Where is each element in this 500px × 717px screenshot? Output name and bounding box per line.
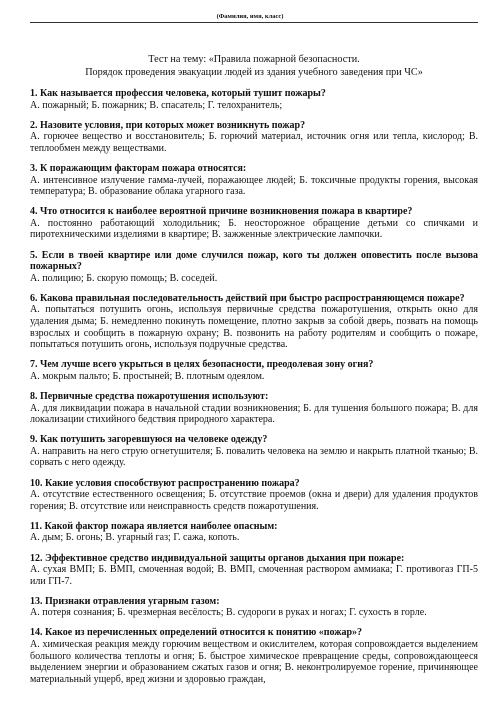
question-5 (30, 250, 478, 285)
question-answers: А. полицию; Б. скорую помощь; В. соседей. (30, 272, 218, 284)
question-8 (30, 391, 478, 426)
name-caption: (Фамилия, имя, класс) (216, 13, 284, 20)
question-title: 11. Какой фактор пожара является наиболее опасным: (30, 520, 278, 532)
question-2 (30, 120, 478, 155)
question-answers: А. для ликвидации пожара в начальной стадии возникновения; Б. для тушения большого пожара; В. для локализации стихийного бедствия природного характера. (30, 402, 478, 426)
question-answers: А. потеря сознания; Б. чрезмерная весёлость; В. судороги в руках и ногах; Г. сухость в горле. (30, 607, 427, 619)
question-13 (30, 596, 478, 619)
question-title: 10. Какие условия способствуют распространению пожара? (30, 477, 300, 489)
question-title: 1. Как называется профессия человека, который тушит пожары? (30, 88, 326, 99)
question-title: 12. Эффективное средство индивидуальной защиты органов дыхания при пожаре: (30, 552, 405, 564)
question-answers: А. химическая реакция между горючим веществом и окислителем, которая сопровождается выделением большого количества теплоты и огня; Б. быстрое химическое превращение среды, сопровождающееся выделением энергии и образованием сжатых газов и огня; В. неконтролируемое горение, причиняющее материальный ущерб, вред жизни и здоровью граждан, (30, 639, 478, 685)
question-4 (30, 206, 478, 241)
test-title (30, 54, 478, 79)
question-answers: А. сухая ВМП; Б. ВМП, смоченная водой; В. ВМП, смоченная раствором аммиака; Г. противогаз ГП-5 или ГП-7. (30, 564, 478, 587)
question-title: 8. Первичные средства пожаротушения используют: (30, 390, 269, 402)
question-title: 3. К поражающим факторам пожара относятся: (30, 162, 247, 174)
question-14 (30, 627, 478, 685)
question-title: 2. Назовите условия, при которых может возникнуть пожар? (30, 119, 306, 131)
question-answers: А. интенсивное излучение гамма-лучей, поражающее людей; Б. токсичные продукты горения, высокая температура; В. образование облака угарного газа. (30, 174, 478, 198)
question-12 (30, 553, 478, 588)
question-10 (30, 478, 478, 513)
question-answers: А. отсутствие естественного освещения; Б. отсутствие проемов (окна и двери) для удаления продуктов горения; В. отсутствие или неисправность средств пожаротушения. (30, 489, 478, 512)
question-1 (30, 88, 478, 111)
question-answers: А. направить на него струю огнетушителя; Б. повалить человека на землю и накрыть платной тканью; В. сорвать с него одежду. (30, 445, 478, 469)
questions-list (30, 88, 478, 694)
question-6 (30, 293, 478, 351)
question-title: 4. Что относится к наиболее вероятной причине возникновения пожара в квартире? (30, 206, 413, 218)
question-11 (30, 521, 478, 544)
title-line-1: Тест на тему: «Правила пожарной безопасности. (148, 54, 360, 65)
question-answers: А. пожарный; Б. пожарник; В. спасатель; Г. телохранитель; (30, 99, 283, 111)
question-title: 7. Чем лучше всего укрыться в целях безопасности, преодолевая зону огня? (30, 359, 374, 371)
question-title: 9. Как потушить загоревшуюся на человеке одежду? (30, 434, 268, 446)
question-title: 14. Какое из перечисленных определений относится к понятию «пожар»? (30, 627, 363, 639)
question-answers: А. постоянно работающий холодильник; Б. неосторожное обращение детьми со спичками и пиротехническими изделиями в квартире; В. зажженные электрические лампочки. (30, 217, 478, 241)
question-answers: А. попытаться потушить огонь, используя первичные средства пожаротушения, открыть окно для удаления дыма; Б. немедленно покинуть помещение, плотно закрыв за собой дверь, позвать на помощь взрослых и сообщить в пожарную охрану; В. позвонить на работу родителям и сообщить о пожаре, попытаться потушить огонь, используя подручные средства. (30, 304, 478, 351)
question-9 (30, 434, 478, 469)
title-line-2: Порядок проведения эвакуации людей из здания учебного заведения при ЧС» (85, 66, 423, 78)
question-answers: А. горючее вещество и восстановитель; Б. горючий материал, источник огня или тепла, кислород; В. теплообмен между веществами. (30, 131, 478, 154)
question-title: 6. Какова правильная последовательность действий при быстро распространяющемся пожаре? (30, 292, 465, 304)
question-3 (30, 163, 478, 198)
question-title: 13. Признаки отравления угарным газом: (30, 595, 220, 607)
question-answers: А. дым; Б. огонь; В. угарный газ; Г. сажа, копоть. (30, 532, 240, 544)
question-title: 5. Если в твоей квартире или доме случился пожар, кого ты должен оповестить после вызова пожарных? (30, 249, 478, 273)
question-7 (30, 359, 478, 382)
question-answers: А. мокрым пальто; Б. простыней; В. плотным одеялом. (30, 370, 265, 382)
